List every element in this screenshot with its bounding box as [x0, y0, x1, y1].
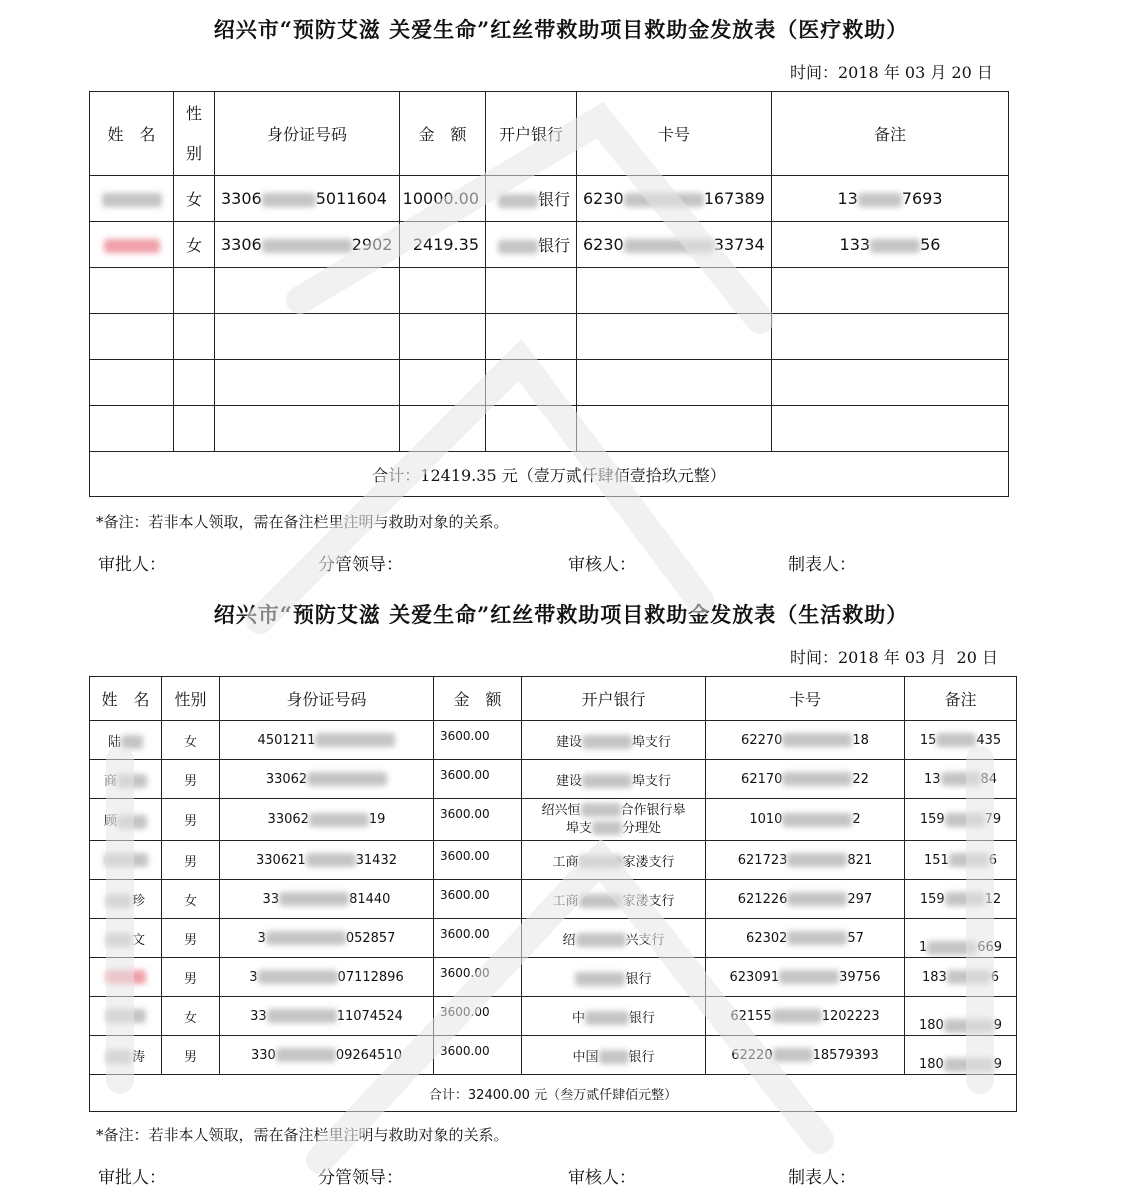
name-cell: [90, 799, 162, 841]
table-row: [90, 958, 1017, 997]
remark-suffix: 6: [990, 969, 1000, 985]
redacted-mark: [579, 855, 623, 869]
gender-cell: 男: [162, 841, 220, 880]
bank-prefix: 建设: [555, 773, 582, 789]
signature-auditor: 审核人：: [568, 1168, 636, 1188]
amount-cell: 3600.00: [434, 721, 522, 760]
amount-cell: 3600.00: [434, 880, 522, 919]
signature-maker: 制表人：: [788, 555, 856, 575]
redacted-mark: [945, 813, 985, 827]
remark-suffix: 669: [977, 940, 1003, 955]
card-cell: [706, 841, 905, 880]
redacted-mark: [773, 1048, 813, 1062]
redacted-mark: [927, 941, 977, 955]
gender-cell: 女: [162, 880, 220, 919]
id-prefix: 33062: [267, 812, 309, 827]
bank-suffix: 银行: [628, 1049, 655, 1065]
id-cell: [220, 721, 434, 760]
redacted-mark: [592, 821, 622, 835]
total-amount: 合计：32400.00 元（叁万贰仟肆佰元整）: [90, 1075, 1017, 1112]
remark-suffix: 9: [993, 1057, 1003, 1072]
card-prefix: 6230: [583, 189, 624, 208]
id-prefix: 3: [257, 930, 266, 946]
redacted-mark: [581, 803, 621, 817]
table-row-empty: [90, 360, 1009, 406]
redacted-mark: [576, 933, 626, 947]
bank-prefix: 中: [571, 1010, 585, 1026]
name-prefix: 商: [103, 773, 117, 789]
redacted-mark: [947, 970, 991, 984]
bank-suffix: 家溇支行: [622, 893, 675, 909]
redacted-mark: [772, 1009, 822, 1023]
remark-cell: [772, 222, 1009, 268]
bank-suffix: 埠支行: [632, 773, 672, 789]
bank-line2-prefix: 埠支: [565, 820, 592, 836]
col-header-name: 姓 名: [90, 677, 162, 721]
redacted-mark: [267, 1009, 337, 1023]
redacted-mark: [117, 815, 147, 829]
id-suffix: 19: [368, 812, 386, 827]
name-cell: [90, 919, 162, 958]
redacted-mark: [945, 892, 985, 906]
redacted-mark: [262, 193, 316, 207]
remark-cell: [905, 880, 1017, 919]
remark-prefix: 151: [923, 852, 949, 868]
redacted-mark: [582, 774, 632, 788]
card-cell: [706, 721, 905, 760]
redacted-mark: [309, 813, 369, 827]
id-suffix: 2902: [351, 235, 393, 254]
card-prefix: 62170: [741, 771, 783, 787]
bank-suffix: 家溇支行: [622, 854, 675, 870]
table-header-row: [90, 92, 1009, 176]
gender-cell: 女: [174, 222, 215, 268]
redacted-mark: [787, 892, 847, 906]
card-suffix: 1202223: [821, 1008, 880, 1024]
redacted-mark: [306, 853, 356, 867]
name-cell: [90, 841, 162, 880]
remark-prefix: 180: [918, 1057, 944, 1072]
amount-cell: 3600.00: [434, 919, 522, 958]
id-suffix: 81440: [349, 891, 391, 907]
redacted-mark: [276, 1048, 336, 1062]
bank-cell: [486, 222, 577, 268]
remark-prefix: 15: [919, 732, 937, 748]
card-suffix: 167389: [703, 189, 765, 208]
card-suffix: 18579393: [812, 1047, 879, 1063]
name-cell: [90, 176, 174, 222]
redacted-mark: [498, 240, 538, 254]
redacted-mark: [579, 894, 623, 908]
id-cell: [220, 799, 434, 841]
signature-leader: 分管领导：: [318, 1168, 403, 1188]
redacted-mark: [106, 1050, 132, 1064]
col-header-id: 身份证号码: [220, 677, 434, 721]
amount-cell: 3600.00: [434, 841, 522, 880]
remark-suffix: 12: [984, 891, 1002, 907]
total-amount: 合计：12419.35 元（壹万贰仟肆佰壹拾玖元整）: [90, 452, 1009, 497]
redacted-mark: [599, 1050, 629, 1064]
redacted-mark: [944, 1058, 994, 1072]
table-row: [90, 799, 1017, 841]
col-header-bank: 开户银行: [522, 677, 706, 721]
name-cell: [90, 1036, 162, 1075]
card-cell: [706, 760, 905, 799]
remark-cell: [905, 1036, 1017, 1075]
col-header-gender-top: 性: [185, 103, 202, 123]
col-header-gender: [174, 92, 215, 176]
remark-cell: [905, 841, 1017, 880]
bank-cell: [522, 880, 706, 919]
table-row-empty: [90, 268, 1009, 314]
id-cell: [220, 997, 434, 1036]
bank-cell: [522, 841, 706, 880]
name-cell: [90, 721, 162, 760]
col-header-gender: 性别: [162, 677, 220, 721]
col-header-id: 身份证号码: [215, 92, 400, 176]
redacted-mark: [498, 194, 538, 208]
bank-suffix: 银行: [629, 1010, 656, 1026]
bank-prefix: 建设: [555, 734, 582, 750]
card-cell: [706, 1036, 905, 1075]
table-row: [90, 760, 1017, 799]
name-suffix: 涛: [131, 1049, 145, 1065]
card-cell: [706, 919, 905, 958]
redacted-mark: [106, 933, 132, 947]
remark-cell: [905, 919, 1017, 958]
signature-maker: 制表人：: [788, 1168, 856, 1188]
gender-cell: 男: [162, 1036, 220, 1075]
bank-cell: [522, 760, 706, 799]
amount-cell: 2419.35: [400, 222, 486, 268]
redacted-mark: [782, 772, 852, 786]
signature-approver: 审批人：: [98, 555, 166, 575]
table-row: [90, 1036, 1017, 1075]
gender-cell: 男: [162, 799, 220, 841]
name-cell: [90, 997, 162, 1036]
id-suffix: 052857: [345, 930, 396, 946]
remark-suffix: 6: [988, 852, 998, 868]
id-cell: [220, 880, 434, 919]
bank-prefix: 绍: [562, 932, 576, 948]
amount-cell: 3600.00: [434, 958, 522, 997]
card-cell: [577, 176, 772, 222]
name-prefix: 顾: [103, 814, 117, 829]
bank-line2-suffix: 分理处: [622, 820, 662, 836]
redacted-mark: [782, 813, 852, 827]
remark-cell: [905, 799, 1017, 841]
id-cell: [220, 919, 434, 958]
remark-prefix: 180: [918, 1018, 944, 1033]
bank-cell: [522, 958, 706, 997]
id-suffix: 11074524: [336, 1008, 403, 1024]
remark-prefix: 13: [837, 189, 858, 208]
card-cell: [706, 880, 905, 919]
living-aid-table: [89, 676, 1017, 1112]
id-cell: [215, 176, 400, 222]
remark-suffix: 84: [980, 771, 998, 787]
remark-prefix: 133: [839, 235, 871, 254]
bank-cell: [522, 919, 706, 958]
signature-leader: 分管领导：: [318, 555, 403, 575]
gender-cell: 女: [162, 997, 220, 1036]
total-row: [90, 1075, 1017, 1112]
redacted-mark: [279, 892, 349, 906]
bank-line-2: [522, 820, 705, 838]
bank-cell: [522, 1036, 706, 1075]
card-cell: [706, 997, 905, 1036]
card-prefix: 62220: [731, 1047, 773, 1063]
remark-prefix: 13: [923, 771, 941, 787]
card-prefix: 621226: [737, 891, 788, 907]
redacted-mark: [121, 735, 143, 749]
issue-date-medical: 时间：2018 年 03 月 20 日: [790, 63, 993, 82]
table-row: [90, 841, 1017, 880]
signature-approver: 审批人：: [98, 1168, 166, 1188]
id-prefix: 4501211: [257, 732, 316, 748]
remark-suffix: 7693: [901, 189, 943, 208]
table-row: [90, 176, 1009, 222]
redacted-mark: [106, 970, 146, 984]
col-header-remark: 备注: [905, 677, 1017, 721]
id-suffix: 5011604: [315, 189, 387, 208]
amount-cell: 3600.00: [434, 997, 522, 1036]
col-header-bank: 开户银行: [486, 92, 577, 176]
id-prefix: 3: [249, 969, 258, 985]
gender-cell: 男: [162, 760, 220, 799]
remark-suffix: 435: [976, 732, 1002, 748]
id-suffix: 31432: [355, 852, 397, 868]
table-row: [90, 919, 1017, 958]
id-prefix: 3306: [221, 189, 262, 208]
bank-cell: [522, 799, 706, 841]
remark-suffix: 56: [920, 235, 941, 254]
name-cell: [90, 760, 162, 799]
card-suffix: 22: [852, 771, 869, 787]
table-row: [90, 880, 1017, 919]
bank-suffix: 埠支行: [632, 734, 672, 750]
redacted-mark: [315, 733, 395, 747]
redacted-mark: [782, 733, 852, 747]
bank-prefix: 工商: [552, 893, 579, 909]
bank-suffix: 银行: [537, 236, 570, 255]
amount-cell: 3600.00: [434, 799, 522, 841]
card-prefix: 62302: [746, 930, 788, 946]
redacted-mark: [936, 733, 976, 747]
page-title-medical: 绍兴市“预防艾滋 关爱生命”红丝带救助项目救助金发放表（医疗救助）: [213, 17, 909, 42]
id-cell: [220, 760, 434, 799]
footnote-living: *备注：若非本人领取，需在备注栏里注明与救助对象的关系。: [96, 1126, 509, 1144]
id-suffix: 07112896: [337, 969, 404, 985]
name-cell: [90, 958, 162, 997]
redacted-mark: [106, 1009, 146, 1023]
card-suffix: 297: [847, 891, 873, 907]
id-prefix: 33062: [265, 771, 308, 787]
remark-suffix: 79: [984, 812, 1002, 827]
card-cell: [577, 222, 772, 268]
redacted-mark: [106, 894, 132, 908]
remark-prefix: 1: [918, 940, 928, 955]
col-header-remark: 备注: [772, 92, 1009, 176]
table-row: [90, 721, 1017, 760]
issue-date-living: 时间：2018 年 03 月 20 日: [790, 648, 998, 667]
bank-line-1: [522, 802, 705, 820]
id-prefix: 33: [262, 891, 280, 907]
redacted-mark: [787, 931, 847, 945]
id-prefix: 330621: [256, 852, 306, 868]
redacted-mark: [102, 193, 162, 207]
redacted-mark: [117, 774, 147, 788]
id-cell: [220, 958, 434, 997]
remark-suffix: 9: [993, 1018, 1003, 1033]
redacted-mark: [585, 1011, 629, 1025]
card-prefix: 1010: [749, 812, 783, 827]
bank-line1-prefix: 绍兴恒: [541, 802, 581, 818]
card-prefix: 623091: [729, 969, 780, 985]
remark-prefix: 183: [921, 969, 947, 985]
redacted-mark: [870, 239, 920, 253]
table-row: [90, 222, 1009, 268]
id-prefix: 33: [250, 1008, 267, 1024]
col-header-amount: 金 额: [434, 677, 522, 721]
remark-cell: [905, 958, 1017, 997]
redacted-mark: [787, 853, 847, 867]
card-prefix: 6230: [583, 235, 624, 254]
bank-suffix: 兴支行: [625, 932, 665, 948]
card-prefix: 62270: [741, 732, 783, 748]
id-cell: [220, 1036, 434, 1075]
card-prefix: 62155: [730, 1008, 772, 1024]
amount-cell: 10000.00: [400, 176, 486, 222]
amount-cell: 3600.00: [434, 760, 522, 799]
redacted-mark: [949, 853, 989, 867]
bank-cell: [486, 176, 577, 222]
table-row: [90, 997, 1017, 1036]
remark-cell: [905, 997, 1017, 1036]
id-cell: [220, 841, 434, 880]
gender-cell: 女: [162, 721, 220, 760]
table-row-empty: [90, 406, 1009, 452]
card-suffix: 18: [852, 732, 869, 748]
remark-cell: [905, 721, 1017, 760]
page-title-living: 绍兴市“预防艾滋 关爱生命”红丝带救助项目救助金发放表（生活救助）: [213, 602, 909, 627]
redacted-mark: [941, 772, 981, 786]
id-prefix: 330: [251, 1047, 276, 1063]
signature-auditor: 审核人：: [568, 555, 636, 575]
redacted-mark: [582, 735, 632, 749]
col-header-card: 卡号: [706, 677, 905, 721]
card-prefix: 621723: [737, 852, 788, 868]
bank-cell: [522, 721, 706, 760]
amount-cell: 3600.00: [434, 1036, 522, 1075]
card-cell: [706, 958, 905, 997]
redacted-mark: [258, 970, 338, 984]
name-suffix: 珍: [131, 893, 145, 909]
remark-cell: [772, 176, 1009, 222]
redacted-mark: [624, 239, 714, 253]
card-suffix: 2: [852, 812, 861, 827]
bank-suffix: 银行: [537, 190, 570, 209]
footnote-medical: *备注：若非本人领取，需在备注栏里注明与救助对象的关系。: [96, 513, 509, 531]
redacted-mark: [266, 931, 346, 945]
col-header-amount: 金 额: [400, 92, 486, 176]
name-cell: [90, 880, 162, 919]
table-row-empty: [90, 314, 1009, 360]
bank-line1-suffix: 合作银行皋: [620, 802, 686, 818]
total-row: [90, 452, 1009, 497]
name-prefix: 陆: [107, 734, 121, 750]
redacted-mark: [262, 239, 352, 253]
redacted-mark: [104, 853, 148, 867]
card-suffix: 57: [847, 930, 864, 946]
id-cell: [215, 222, 400, 268]
medical-aid-table: [89, 91, 1009, 497]
col-header-name: 姓 名: [90, 92, 174, 176]
bank-prefix: 工商: [552, 854, 579, 870]
remark-prefix: 159: [919, 812, 945, 827]
bank-cell: [522, 997, 706, 1036]
table-header-row: [90, 677, 1017, 721]
card-suffix: 821: [847, 852, 873, 868]
card-suffix: 33734: [713, 235, 765, 254]
remark-prefix: 159: [919, 891, 945, 907]
name-suffix: 文: [131, 932, 145, 948]
col-header-gender-bottom: 别: [185, 143, 202, 163]
remark-cell: [905, 760, 1017, 799]
gender-cell: 男: [162, 958, 220, 997]
name-cell: [90, 222, 174, 268]
gender-cell: 女: [174, 176, 215, 222]
redacted-mark: [104, 239, 160, 253]
bank-suffix: 银行: [625, 971, 652, 987]
redacted-mark: [307, 772, 387, 786]
id-suffix: 09264510: [335, 1047, 402, 1063]
card-suffix: 39756: [839, 969, 881, 985]
card-cell: [706, 799, 905, 841]
col-header-card: 卡号: [577, 92, 772, 176]
redacted-mark: [858, 193, 902, 207]
redacted-mark: [624, 193, 704, 207]
redacted-mark: [779, 970, 839, 984]
redacted-mark: [944, 1019, 994, 1033]
redacted-mark: [575, 972, 625, 986]
gender-cell: 男: [162, 919, 220, 958]
id-prefix: 3306: [221, 235, 262, 254]
bank-prefix: 中国: [572, 1049, 599, 1065]
